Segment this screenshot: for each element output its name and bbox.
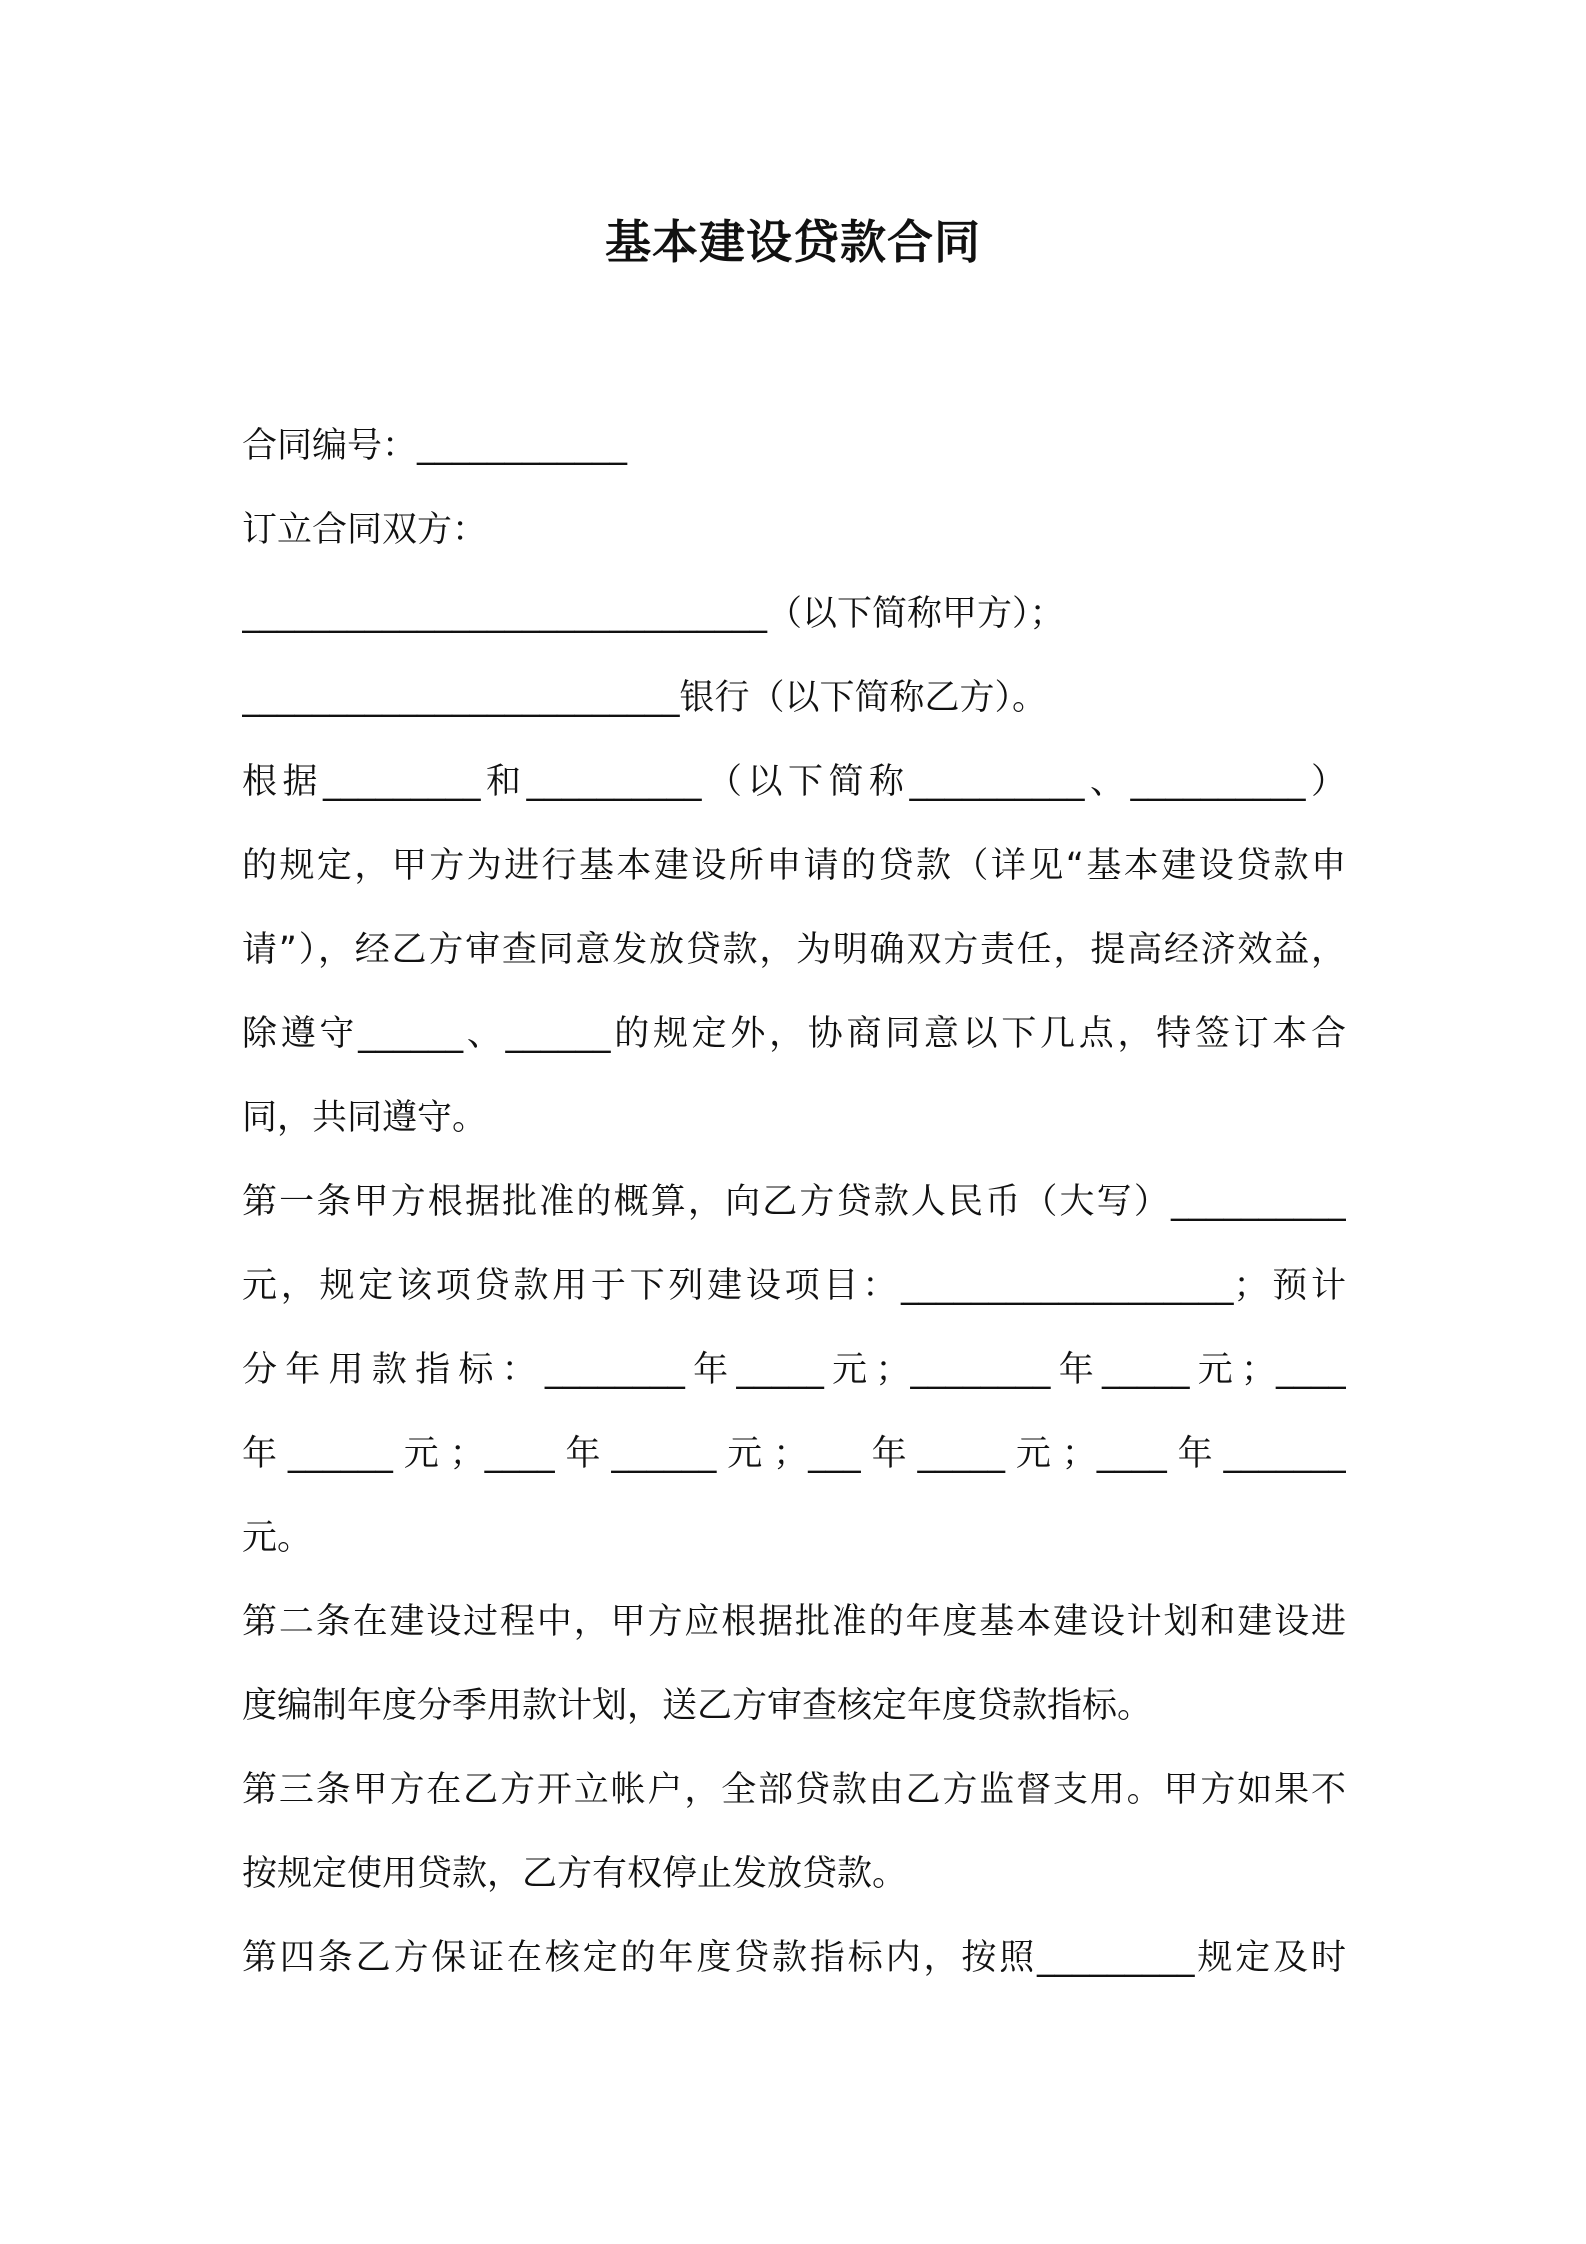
text-line: 订立合同双方： <box>242 510 488 550</box>
document-body <box>242 404 1346 2000</box>
text-line: 分年用款指标：________年_____元；________年_____元；____ <box>242 1350 1346 1390</box>
text-line: 同，共同遵守。 <box>242 1098 488 1138</box>
text-line: _________________________银行（以下简称乙方）。 <box>242 678 1048 718</box>
text-line: 第二条在建设过程中，甲方应根据批准的年度基本建设计划和建设进 <box>242 1602 1346 1642</box>
text-line: 年______元；____年______元；___年_____元；____年_______ <box>242 1434 1346 1474</box>
text-line: 元，规定该项贷款用于下列建设项目：___________________；预计 <box>242 1266 1346 1306</box>
text-line: 度编制年度分季用款计划，送乙方审查核定年度贷款指标。 <box>242 1686 1153 1726</box>
text-line: 第四条乙方保证在核定的年度贷款指标内，按照_________规定及时 <box>242 1938 1346 1978</box>
text-line: 第一条甲方根据批准的概算，向乙方贷款人民币（大写）__________ <box>242 1182 1346 1222</box>
text-line: 按规定使用贷款，乙方有权停止发放贷款。 <box>242 1854 908 1894</box>
text-line: 合同编号：____________ <box>242 426 628 466</box>
text-line: 根据_________和__________（以下简称__________、__________） <box>242 762 1346 802</box>
text-line: 第三条甲方在乙方开立帐户，全部贷款由乙方监督支用。甲方如果不 <box>242 1770 1346 1810</box>
text-line: ______________________________（以下简称甲方）； <box>242 594 1065 634</box>
document-title: 基本建设贷款合同 <box>605 215 981 269</box>
text-line: 的规定，甲方为进行基本建设所申请的贷款（详见“基本建设贷款申 <box>242 846 1346 886</box>
text-line: 元。 <box>242 1518 313 1558</box>
text-line: 请”），经乙方审查同意发放贷款，为明确双方责任，提高经济效益， <box>242 930 1346 970</box>
text-line: 除遵守______、______的规定外，协商同意以下几点，特签订本合 <box>242 1014 1346 1054</box>
